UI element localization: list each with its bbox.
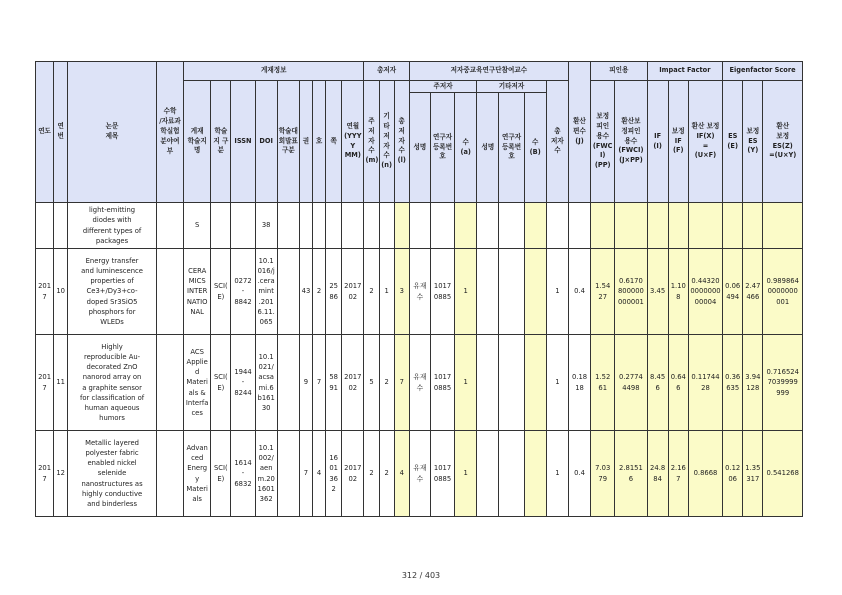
paper-title: Highly reproducible Au- decorated ZnO nanorod array on a graphite sensor for classification of human aqueous humors bbox=[68, 335, 157, 431]
participant-total: 1 bbox=[546, 335, 568, 431]
group-authors: 총저자 bbox=[364, 62, 409, 81]
other-author-count: 2 bbox=[379, 431, 394, 517]
page: 25 86 bbox=[326, 249, 342, 335]
no: 12 bbox=[54, 431, 68, 517]
main-author-name: 유재 수 bbox=[409, 335, 430, 431]
eigenfactor: 0.12 06 bbox=[723, 431, 743, 517]
adj-eigenfactor: 1.35 317 bbox=[743, 431, 763, 517]
main-author-count: 5 bbox=[364, 335, 379, 431]
year: 201 7 bbox=[36, 431, 54, 517]
other-author-count: 2 bbox=[379, 335, 394, 431]
paper-title: Energy transfer and luminescence properties of Ce3+/Dy3+co- doped Sr3SiO5 phosphors for WLEDs bbox=[68, 249, 157, 335]
col-page: 쪽 bbox=[326, 81, 342, 203]
impact-factor: 24.8 84 bbox=[647, 431, 668, 517]
conversion: 0.4 bbox=[568, 431, 590, 517]
col-conversion: 환산 편수 (J) bbox=[568, 62, 590, 203]
col-main-name: 성명 bbox=[409, 93, 430, 203]
journal-name: S bbox=[184, 203, 211, 249]
group-impact-factor: Impact Factor bbox=[647, 62, 723, 81]
other-author-name bbox=[477, 335, 499, 431]
other-author-regno bbox=[499, 431, 524, 517]
col-main-regno: 연구자 등록번 호 bbox=[430, 93, 454, 203]
journal-type: SCI( E) bbox=[211, 335, 231, 431]
group-publication-info: 게재정보 bbox=[184, 62, 364, 81]
impact-factor: 3.45 bbox=[647, 249, 668, 335]
conv-impact-factor: 0.11744 28 bbox=[688, 335, 722, 431]
adj-eigenfactor: 2.47 466 bbox=[743, 249, 763, 335]
fwci: 7.03 79 bbox=[591, 431, 615, 517]
conv-impact-factor: 0.44320 0000000 00004 bbox=[688, 249, 722, 335]
issn: 0272 - 8842 bbox=[231, 249, 255, 335]
journal-name: CERA MICS INTER NATIO NAL bbox=[184, 249, 211, 335]
table-row-continued bbox=[36, 203, 803, 249]
other-author-b bbox=[524, 431, 546, 517]
main-author-regno: 1017 0885 bbox=[430, 249, 454, 335]
doi: 10.1 021/ acsa mi.6 b161 30 bbox=[255, 335, 277, 431]
conv-eigenfactor: 0.989864 0000000 001 bbox=[763, 249, 803, 335]
col-other-regno: 연구자 등록번 호 bbox=[499, 93, 524, 203]
main-author-name: 유재 수 bbox=[409, 431, 430, 517]
col-other-name: 성명 bbox=[477, 93, 499, 203]
adj-eigenfactor: 3.94 128 bbox=[743, 335, 763, 431]
total-author-count: 4 bbox=[394, 431, 409, 517]
fwci: 1.52 61 bbox=[591, 335, 615, 431]
conv-citation: 2.8151 6 bbox=[615, 431, 647, 517]
col-year: 연도 bbox=[36, 62, 54, 203]
issn: 1614 - 6832 bbox=[231, 431, 255, 517]
col-other-b: 수 (B) bbox=[524, 93, 546, 203]
participant-total: 1 bbox=[546, 431, 568, 517]
col-conv-citation: 환산보 정피인 용수 (FWCI) (J×PP) bbox=[615, 81, 647, 203]
volume: 43 bbox=[299, 249, 312, 335]
journal-name: Advan ced Energ y Materi als bbox=[184, 431, 211, 517]
main-author-count: 2 bbox=[364, 431, 379, 517]
conference-flag bbox=[277, 249, 299, 335]
col-math-field: 수학 /자료과 학실험 분야여 부 bbox=[156, 62, 183, 203]
pub-date: 2017 02 bbox=[342, 431, 364, 517]
issn: 1944 - 8244 bbox=[231, 335, 255, 431]
page-number: 312 / 403 bbox=[401, 571, 441, 580]
impact-factor: 8.45 6 bbox=[647, 335, 668, 431]
total-author-count: 3 bbox=[394, 249, 409, 335]
table-row bbox=[36, 249, 803, 335]
math-field bbox=[156, 249, 183, 335]
page: 58 91 bbox=[326, 335, 342, 431]
table-row bbox=[36, 431, 803, 517]
participant-total: 1 bbox=[546, 249, 568, 335]
col-main-a: 수 (a) bbox=[455, 93, 477, 203]
math-field bbox=[156, 335, 183, 431]
conversion: 0.18 18 bbox=[568, 335, 590, 431]
other-author-name bbox=[477, 431, 499, 517]
main-author-a: 1 bbox=[455, 335, 477, 431]
research-output-table bbox=[35, 61, 803, 517]
col-date: 연월 (YYYY MM) bbox=[342, 81, 364, 203]
no: 10 bbox=[54, 249, 68, 335]
year: 201 7 bbox=[36, 249, 54, 335]
issue: 2 bbox=[313, 249, 326, 335]
other-author-name bbox=[477, 249, 499, 335]
col-no: 연번 bbox=[54, 62, 68, 203]
eigenfactor: 0.36 635 bbox=[723, 335, 743, 431]
col-fwci: 보정 피인 용수 (FWC I) (PP) bbox=[591, 81, 615, 203]
main-author-regno: 1017 0885 bbox=[430, 431, 454, 517]
journal-type: SCI( E) bbox=[211, 249, 231, 335]
main-author-a: 1 bbox=[455, 431, 477, 517]
col-issue: 호 bbox=[313, 81, 326, 203]
col-other-author-count: 기타 저자 수 (n) bbox=[379, 81, 394, 203]
col-if: IF (I) bbox=[647, 81, 668, 203]
volume: 7 bbox=[299, 431, 312, 517]
col-doi: DOI bbox=[255, 81, 277, 203]
col-issn: ISSN bbox=[231, 81, 255, 203]
doi: 10.1 016/j .cera mint .201 6.11. 065 bbox=[255, 249, 277, 335]
col-conference: 학술대 회발표 구분 bbox=[277, 81, 299, 203]
table-row bbox=[36, 335, 803, 431]
pub-date: 2017 02 bbox=[342, 249, 364, 335]
col-participant-total: 총 저자 수 bbox=[546, 81, 568, 203]
journal-name: ACS Applie d Materi als & Interfa ces bbox=[184, 335, 211, 431]
col-volume: 권 bbox=[299, 81, 312, 203]
year: 201 7 bbox=[36, 335, 54, 431]
other-author-b bbox=[524, 335, 546, 431]
no: 11 bbox=[54, 335, 68, 431]
col-journal: 게재 학술지 명 bbox=[184, 81, 211, 203]
math-field bbox=[156, 431, 183, 517]
col-journal-type: 학술 지 구 분 bbox=[211, 81, 231, 203]
page: 16 01 36 2 bbox=[326, 431, 342, 517]
col-main-author-count: 주 저자 수 (m) bbox=[364, 81, 379, 203]
adj-impact-factor: 0.64 6 bbox=[668, 335, 688, 431]
conv-citation: 0.6170 800000 000001 bbox=[615, 249, 647, 335]
col-total-author-count: 총 저자 수 (l) bbox=[394, 81, 409, 203]
conversion: 0.4 bbox=[568, 249, 590, 335]
fwci: 1.54 27 bbox=[591, 249, 615, 335]
col-es: ES (E) bbox=[723, 81, 743, 203]
main-author-a: 1 bbox=[455, 249, 477, 335]
journal-type: SCI( E) bbox=[211, 431, 231, 517]
table-body bbox=[36, 249, 803, 517]
doi: 38 bbox=[255, 203, 277, 249]
conv-citation: 0.2774 4498 bbox=[615, 335, 647, 431]
other-author-b bbox=[524, 249, 546, 335]
col-adj-if: 보정 IF (F) bbox=[668, 81, 688, 203]
other-author-regno bbox=[499, 335, 524, 431]
main-author-count: 2 bbox=[364, 249, 379, 335]
adj-impact-factor: 1.10 8 bbox=[668, 249, 688, 335]
conference-flag bbox=[277, 335, 299, 431]
pub-date: 2017 02 bbox=[342, 335, 364, 431]
conv-eigenfactor: 0.716524 7039999 999 bbox=[763, 335, 803, 431]
main-author-name: 유재 수 bbox=[409, 249, 430, 335]
col-title: 논문 제목 bbox=[68, 62, 157, 203]
conference-flag bbox=[277, 431, 299, 517]
issue: 4 bbox=[313, 431, 326, 517]
group-eigenfactor: Eigenfactor Score bbox=[723, 62, 803, 81]
total-author-count: 7 bbox=[394, 335, 409, 431]
col-adj-es: 보정 ES (Y) bbox=[743, 81, 763, 203]
issue: 7 bbox=[313, 335, 326, 431]
conv-eigenfactor: 0.541268 bbox=[763, 431, 803, 517]
group-main-author: 주저자 bbox=[409, 81, 476, 93]
other-author-count: 1 bbox=[379, 249, 394, 335]
col-conv-es: 환산 보정 ES(Z) =(U×Y) bbox=[763, 81, 803, 203]
conv-impact-factor: 0.8668 bbox=[688, 431, 722, 517]
group-citation: 피인용 bbox=[591, 62, 647, 81]
paper-title: Metallic layered polyester fabric enabled nickel selenide nanostructures as highly conductive and binderless bbox=[68, 431, 157, 517]
eigenfactor: 0.06 494 bbox=[723, 249, 743, 335]
group-participating-faculty: 저자중교육연구단참여교수 bbox=[409, 62, 568, 81]
main-author-regno: 1017 0885 bbox=[430, 335, 454, 431]
adj-impact-factor: 2.16 7 bbox=[668, 431, 688, 517]
volume: 9 bbox=[299, 335, 312, 431]
other-author-regno bbox=[499, 249, 524, 335]
col-conv-if: 환산 보정 IF(X) = (U×F) bbox=[688, 81, 722, 203]
group-other-author: 기타저자 bbox=[477, 81, 547, 93]
doi: 10.1 002/ aen m.20 1601 362 bbox=[255, 431, 277, 517]
paper-title: light-emitting diodes with different types of packages bbox=[68, 203, 157, 249]
